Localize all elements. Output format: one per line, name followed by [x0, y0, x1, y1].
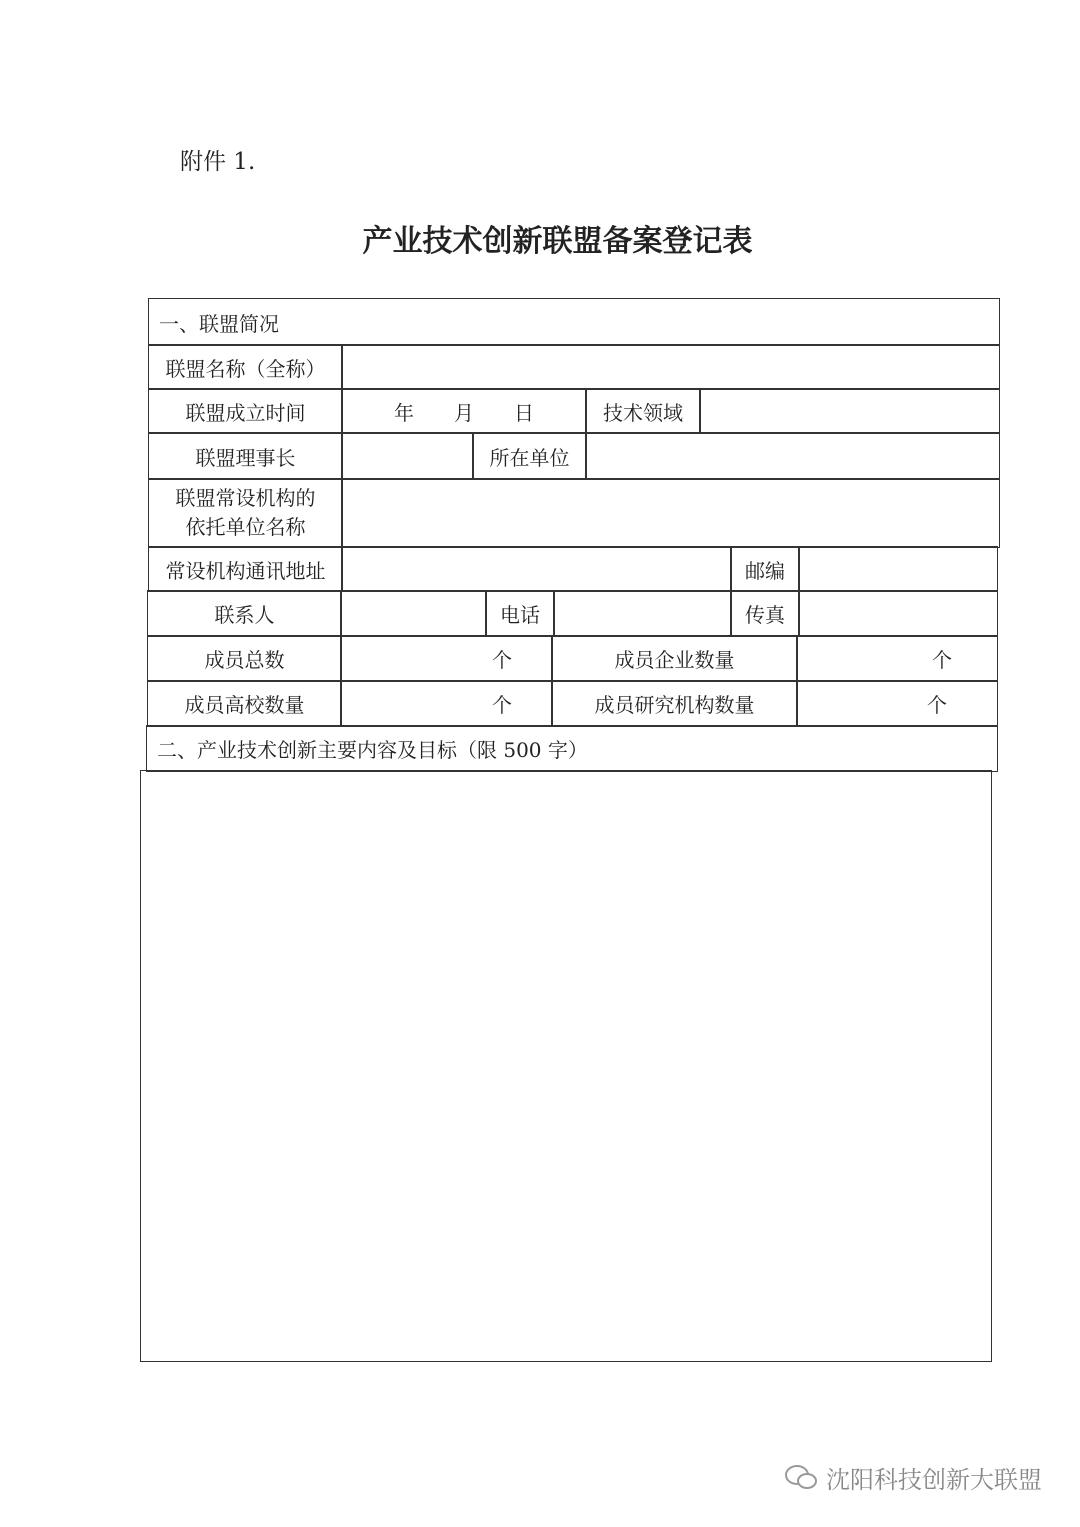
unit-label: 个	[927, 693, 947, 717]
month-label: 月	[454, 400, 474, 425]
label-text: 成员研究机构数量	[594, 693, 755, 717]
watermark-text: 沈阳科技创新大联盟	[826, 1466, 1042, 1494]
label-text: 成员高校数量	[184, 693, 305, 717]
label-postcode	[730, 546, 800, 592]
university-members-field[interactable]	[340, 680, 553, 727]
wechat-icon	[784, 1464, 818, 1492]
label-enterprise-members	[551, 635, 798, 682]
unit-label: 个	[492, 648, 512, 672]
label-text: 联系人	[214, 603, 275, 627]
section2-label: 二、产业技术创新主要内容及目标（限 500 字）	[157, 738, 588, 762]
unit-label: 个	[932, 648, 952, 672]
label-text: 依托单位名称	[185, 515, 306, 539]
year-label: 年	[394, 400, 414, 425]
label-text: 联盟理事长	[195, 445, 296, 470]
form-title: 产业技术创新联盟备案登记表	[362, 224, 753, 259]
label-text: 联盟成立时间	[185, 400, 306, 425]
institute-members-field[interactable]	[796, 680, 998, 727]
label-text: 电话	[500, 603, 540, 627]
label-text: 成员总数	[204, 648, 285, 672]
label-affiliation	[472, 432, 587, 480]
enterprise-members-field[interactable]	[796, 635, 998, 682]
label-phone	[485, 590, 555, 637]
label-university-members	[147, 680, 342, 727]
label-total-members	[147, 635, 342, 682]
founded-date-field[interactable]	[341, 388, 587, 434]
label-institute-members	[551, 680, 798, 727]
section1-header	[148, 298, 1000, 346]
label-founded	[148, 388, 343, 434]
day-label: 日	[514, 400, 534, 425]
label-text: 成员企业数量	[614, 648, 735, 672]
label-text: 传真	[745, 603, 785, 627]
watermark	[784, 1460, 1042, 1495]
affiliation-field[interactable]	[585, 432, 1000, 480]
label-text: 技术领域	[603, 400, 683, 425]
name-field[interactable]	[341, 344, 1000, 390]
label-address	[148, 546, 343, 592]
postcode-field[interactable]	[798, 546, 998, 592]
address-field[interactable]	[341, 546, 732, 592]
attachment-label: 附件 1.	[180, 149, 256, 175]
total-members-field[interactable]	[340, 635, 553, 682]
label-fax	[730, 590, 800, 637]
label-host-unit	[148, 478, 343, 548]
label-text: 常设机构通讯地址	[165, 558, 326, 583]
section1-label: 一、联盟简况	[159, 311, 279, 336]
label-text: 邮编	[745, 558, 785, 583]
label-text: 所在单位	[489, 445, 570, 470]
label-name	[148, 344, 343, 390]
section2-header	[146, 725, 998, 772]
label-text: 联盟常设机构的	[175, 486, 316, 510]
label-text: 联盟名称（全称）	[165, 356, 326, 381]
content-goals-field[interactable]	[140, 770, 992, 1362]
tech-field-input[interactable]	[699, 388, 1000, 434]
host-unit-field[interactable]	[341, 478, 1000, 548]
unit-label: 个	[492, 693, 512, 717]
chairman-field[interactable]	[341, 432, 474, 480]
label-chairman	[148, 432, 343, 480]
label-contact	[147, 590, 342, 637]
phone-field[interactable]	[553, 590, 732, 637]
contact-field[interactable]	[340, 590, 487, 637]
fax-field[interactable]	[798, 590, 998, 637]
label-tech-field	[585, 388, 701, 434]
